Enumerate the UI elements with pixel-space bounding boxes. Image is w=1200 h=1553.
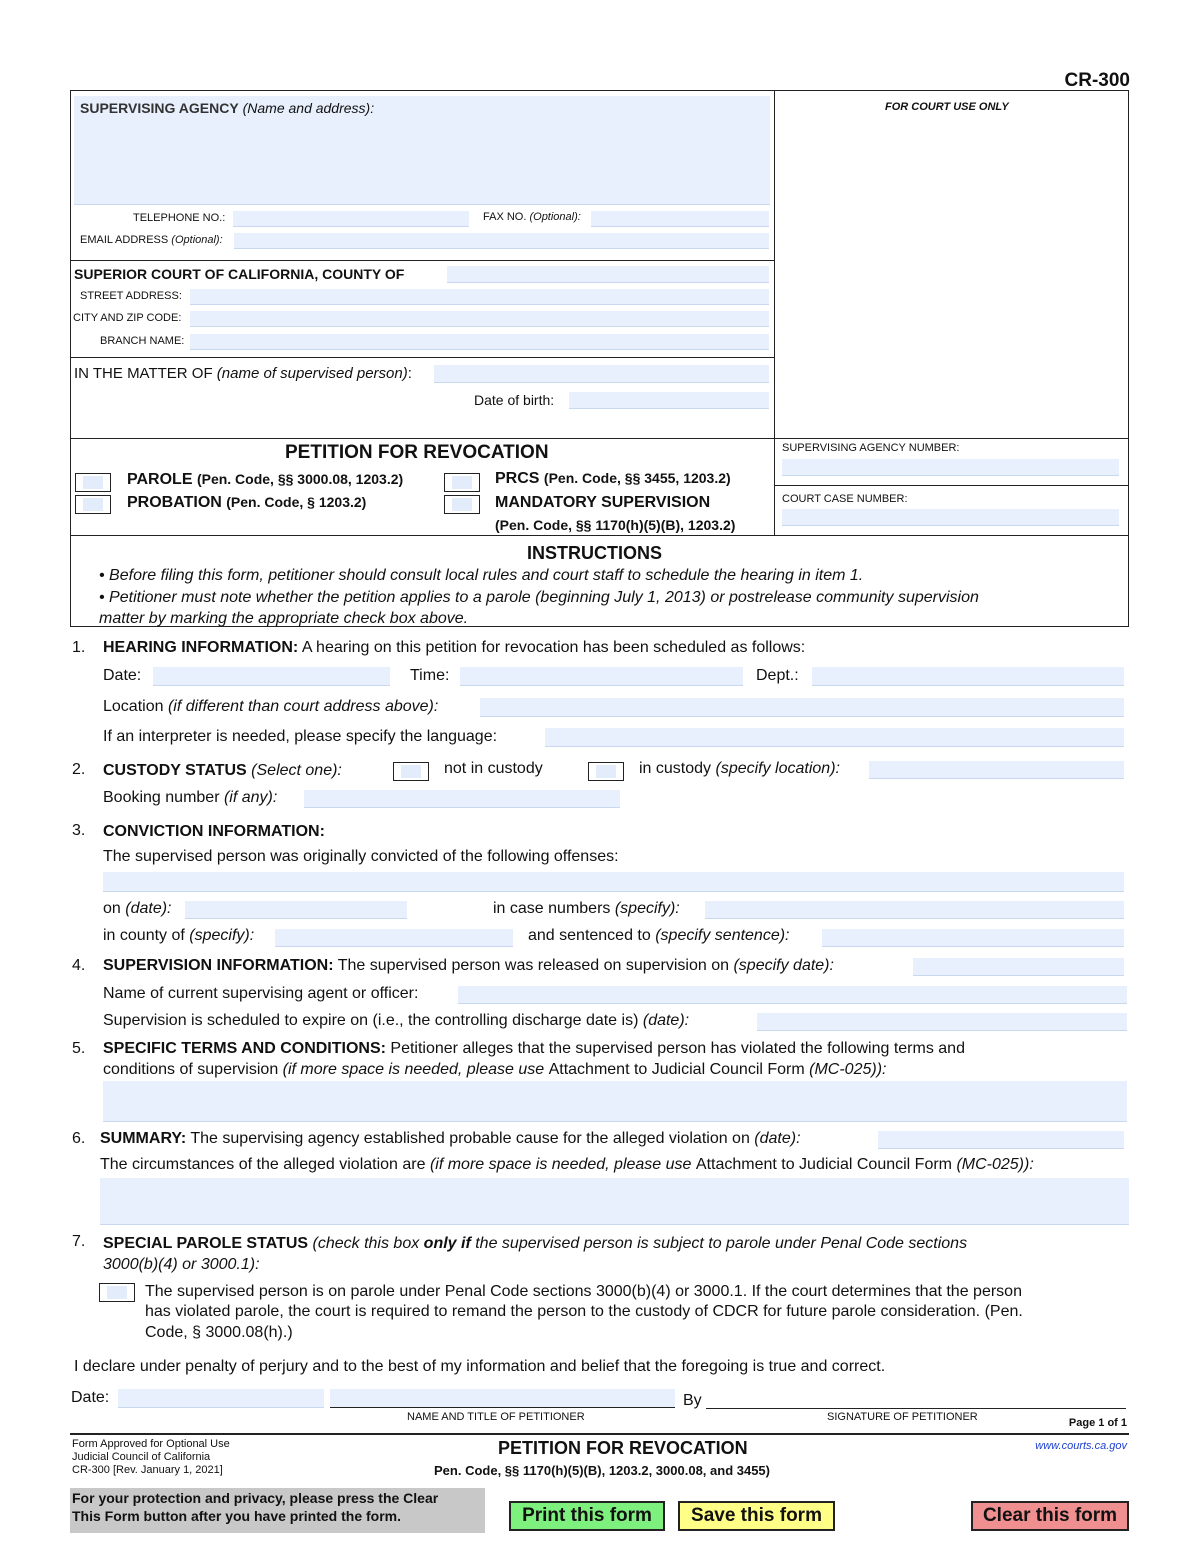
signature-line — [706, 1408, 1126, 1409]
instructions-title: INSTRUCTIONS — [527, 543, 662, 563]
dob-label: Date of birth: — [474, 392, 555, 408]
conviction-county-field[interactable] — [275, 929, 513, 947]
page-number: Page 1 of 1 — [1068, 1417, 1127, 1429]
conviction-text: The supervised person was originally convicted of the following offenses: — [103, 848, 619, 865]
hearing-dept-field[interactable] — [812, 667, 1124, 686]
petitioner-name-field[interactable] — [330, 1389, 675, 1408]
fax-field[interactable] — [591, 211, 769, 227]
booking-number-field[interactable] — [304, 790, 620, 808]
form-id: CR-300 — [1064, 70, 1130, 91]
name-caption: NAME AND TITLE OF PETITIONER — [407, 1411, 585, 1423]
in-custody-label: in custody (specify location): — [639, 760, 840, 777]
hearing-date-field[interactable] — [153, 667, 390, 686]
declaration-text: I declare under penalty of perjury and to the best of my information and belief that the foregoing is true and correct. — [74, 1358, 886, 1375]
expire-date-field[interactable] — [757, 1013, 1127, 1031]
declaration-date-label: Date: — [71, 1389, 110, 1406]
branch-field[interactable] — [190, 334, 769, 350]
parole-label: PAROLE (Pen. Code, §§ 3000.08, 1203.2) — [127, 471, 404, 488]
print-button[interactable]: Print this form — [509, 1501, 665, 1531]
item-number: 3. — [72, 822, 86, 839]
mandatory-supervision-code: (Pen. Code, §§ 1170(h)(5)(B), 1203.2) — [495, 517, 736, 533]
instruction-1: • Before filing this form, petitioner should consult local rules and court staff to schedule the hearing in item 1. — [99, 567, 864, 584]
sentence-field[interactable] — [822, 929, 1124, 947]
probation-checkbox[interactable] — [75, 495, 111, 514]
footer-title: PETITION FOR REVOCATION — [498, 1438, 748, 1458]
special-parole-text-3: Code, § 3000.08(h).) — [145, 1324, 293, 1341]
street-field[interactable] — [190, 289, 769, 305]
hearing-heading: HEARING INFORMATION: A hearing on this petition for revocation has been scheduled as follows: — [103, 639, 806, 656]
privacy-notice: For your protection and privacy, please press the Clear This Form button after you have printed the form. — [70, 1488, 485, 1533]
email-field[interactable] — [234, 233, 769, 249]
expire-label: Supervision is scheduled to expire on (i.e., the controlling discharge date is) (date): — [103, 1012, 690, 1029]
offenses-field[interactable] — [103, 872, 1124, 892]
clear-button[interactable]: Clear this form — [971, 1501, 1129, 1531]
item-number: 6. — [72, 1130, 86, 1147]
booking-label: Booking number (if any): — [103, 789, 278, 806]
city-label: CITY AND ZIP CODE: — [73, 312, 182, 324]
matter-label: IN THE MATTER OF (name of supervised person): — [74, 365, 412, 382]
not-in-custody-checkbox[interactable] — [393, 762, 429, 781]
save-button[interactable]: Save this form — [678, 1501, 835, 1531]
agency-label: SUPERVISING AGENCY (Name and address): — [80, 100, 375, 116]
in-custody-checkbox[interactable] — [588, 762, 624, 781]
telephone-label: TELEPHONE NO.: — [133, 212, 226, 224]
not-in-custody-label: not in custody — [444, 760, 543, 777]
sentenced-label: and sentenced to (specify sentence): — [528, 927, 790, 944]
special-parole-checkbox[interactable] — [99, 1283, 135, 1302]
case-number-label: COURT CASE NUMBER: — [782, 493, 908, 505]
telephone-field[interactable] — [233, 211, 469, 227]
website-link[interactable]: www.courts.ca.gov — [1035, 1440, 1127, 1452]
mandatory-supervision-label: MANDATORY SUPERVISION — [495, 494, 711, 511]
footer-rule — [70, 1433, 1129, 1435]
custody-heading: CUSTODY STATUS (Select one): — [103, 762, 342, 779]
interpreter-field[interactable] — [545, 728, 1124, 747]
case-number-field[interactable] — [782, 509, 1119, 526]
case-numbers-label: in case numbers (specify): — [493, 900, 680, 917]
dob-field[interactable] — [569, 392, 769, 409]
county-of-label: in county of (specify): — [103, 927, 255, 944]
terms-field[interactable] — [103, 1081, 1127, 1122]
probable-cause-date-field[interactable] — [878, 1131, 1124, 1149]
location-label: Location (if different than court address above): — [103, 698, 439, 715]
interpreter-label: If an interpreter is needed, please specify the language: — [103, 728, 498, 745]
agent-field[interactable] — [458, 986, 1127, 1004]
instruction-2-cont: matter by marking the appropriate check box above. — [99, 610, 469, 627]
street-label: STREET ADDRESS: — [80, 290, 182, 302]
terms-heading: SPECIFIC TERMS AND CONDITIONS: Petitioner alleges that the supervised person has violated the following terms and — [103, 1040, 965, 1057]
location-field[interactable] — [480, 698, 1124, 717]
footer-codes: Pen. Code, §§ 1170(h)(5)(B), 1203.2, 3000.08, and 3455) — [434, 1463, 770, 1478]
conviction-heading: CONVICTION INFORMATION: — [103, 823, 325, 840]
petition-title: PETITION FOR REVOCATION — [285, 442, 549, 463]
instruction-2: • Petitioner must note whether the petition applies to a parole (beginning July 1, 2013) or postrelease community supervision — [99, 589, 979, 606]
circumstances-label: The circumstances of the alleged violation are (if more space is needed, please use Attachment to Judicial Council Form (MC-025)): — [100, 1156, 1034, 1173]
agent-label: Name of current supervising agent or officer: — [103, 985, 419, 1002]
terms-line2: conditions of supervision (if more space is needed, please use Attachment to Judicial Council Form (MC-025)): — [103, 1061, 887, 1078]
probation-label: PROBATION (Pen. Code, § 1203.2) — [127, 494, 367, 511]
hearing-time-field[interactable] — [460, 667, 743, 686]
conviction-date-field[interactable] — [185, 901, 407, 919]
supervision-heading: SUPERVISION INFORMATION: The supervised person was released on supervision on (specify date): — [103, 957, 834, 974]
special-parole-text-2: has violated parole, the court is required to remand the person to the custody of CDCR for future parole consideration. (Pen. — [145, 1303, 1023, 1320]
parole-checkbox[interactable] — [75, 473, 111, 492]
mandatory-supervision-checkbox[interactable] — [444, 495, 480, 514]
circumstances-field[interactable] — [100, 1178, 1129, 1225]
by-label: By — [683, 1392, 702, 1409]
agency-number-label: SUPERVISING AGENCY NUMBER: — [782, 442, 960, 454]
fax-label: FAX NO. (Optional): — [483, 211, 581, 223]
supervised-person-field[interactable] — [434, 365, 769, 383]
special-parole-heading: SPECIAL PAROLE STATUS (check this box only if the supervised person is subject to parole under Penal Code sections — [103, 1235, 968, 1252]
county-field[interactable] — [447, 266, 769, 283]
summary-heading: SUMMARY: The supervising agency established probable cause for the alleged violation on (date): — [100, 1130, 801, 1147]
prcs-label: PRCS (Pen. Code, §§ 3455, 1203.2) — [495, 470, 731, 487]
court-use-label: FOR COURT USE ONLY — [885, 101, 1009, 113]
hearing-time-label: Time: — [410, 667, 450, 684]
declaration-date-field[interactable] — [118, 1389, 324, 1408]
item-number: 1. — [72, 639, 86, 656]
hearing-dept-label: Dept.: — [756, 667, 799, 684]
item-number: 2. — [72, 761, 86, 778]
branch-label: BRANCH NAME: — [100, 335, 185, 347]
release-date-field[interactable] — [913, 958, 1124, 976]
form-approval: Form Approved for Optional Use Judicial Council of California CR-300 [Rev. January 1, 2021] — [72, 1438, 230, 1476]
agency-number-field[interactable] — [782, 459, 1119, 476]
special-parole-text-1: The supervised person is on parole under Penal Code sections 3000(b)(4) or 3000.1. If the court determines that the person — [145, 1283, 1022, 1300]
email-label: EMAIL ADDRESS (Optional): — [80, 234, 223, 246]
court-title: SUPERIOR COURT OF CALIFORNIA, COUNTY OF — [74, 266, 405, 282]
prcs-checkbox[interactable] — [444, 473, 480, 492]
hearing-date-label: Date: — [103, 667, 142, 684]
special-parole-heading-cont: 3000(b)(4) or 3000.1): — [103, 1256, 260, 1273]
custody-location-field[interactable] — [869, 761, 1124, 779]
signature-caption: SIGNATURE OF PETITIONER — [827, 1411, 978, 1423]
item-number: 4. — [72, 957, 86, 974]
city-field[interactable] — [190, 311, 769, 327]
case-numbers-field[interactable] — [705, 901, 1124, 919]
conviction-date-label: on (date): — [103, 900, 172, 917]
item-number: 5. — [72, 1040, 86, 1057]
item-number: 7. — [72, 1233, 86, 1250]
